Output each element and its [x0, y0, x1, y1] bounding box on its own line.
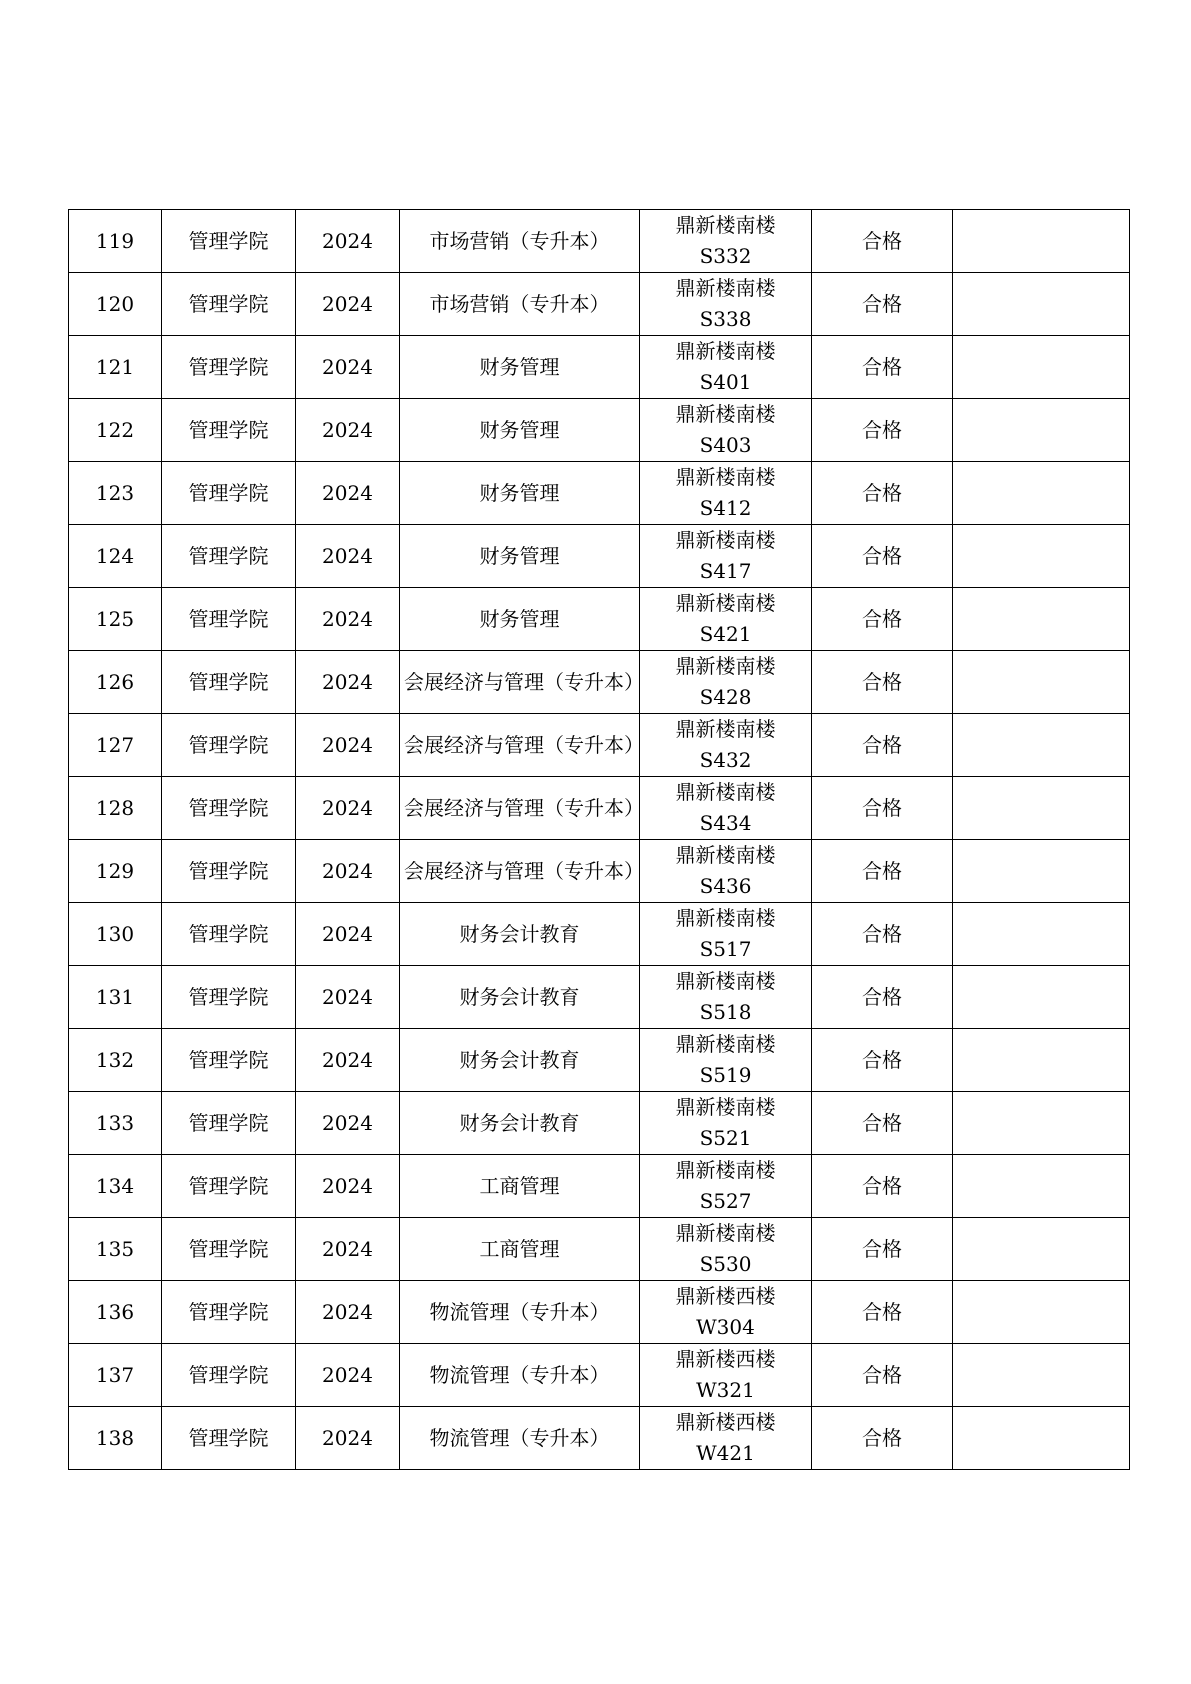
row-number-cell: 137	[69, 1344, 162, 1407]
classroom-cell	[640, 966, 812, 1029]
room-code: S434	[699, 811, 752, 835]
college-cell: 管理学院	[162, 714, 296, 777]
result-cell: 合格	[812, 966, 953, 1029]
major-cell: 工商管理	[400, 1155, 640, 1218]
classroom-cell	[640, 273, 812, 336]
table-row	[69, 1281, 1130, 1344]
result-cell: 合格	[812, 588, 953, 651]
year-cell: 2024	[296, 1092, 400, 1155]
classroom-cell	[640, 336, 812, 399]
row-number-cell: 124	[69, 525, 162, 588]
building-name: 鼎新楼南楼	[675, 465, 776, 489]
room-code: S401	[699, 370, 752, 394]
classroom-cell	[640, 1029, 812, 1092]
row-number-cell: 135	[69, 1218, 162, 1281]
table-row	[69, 336, 1130, 399]
room-code: S436	[699, 874, 752, 898]
note-cell	[953, 336, 1130, 399]
note-cell	[953, 1155, 1130, 1218]
college-cell: 管理学院	[162, 588, 296, 651]
building-name: 鼎新楼西楼	[675, 1410, 776, 1434]
table-row	[69, 273, 1130, 336]
year-cell: 2024	[296, 273, 400, 336]
building-name: 鼎新楼南楼	[675, 1095, 776, 1119]
result-cell: 合格	[812, 1407, 953, 1470]
major-cell: 财务管理	[400, 462, 640, 525]
classroom-cell	[640, 1218, 812, 1281]
result-cell: 合格	[812, 840, 953, 903]
note-cell	[953, 903, 1130, 966]
room-code: W304	[696, 1315, 755, 1339]
college-cell: 管理学院	[162, 840, 296, 903]
note-cell	[953, 1029, 1130, 1092]
room-code: S412	[699, 496, 752, 520]
building-name: 鼎新楼南楼	[675, 402, 776, 426]
building-name: 鼎新楼南楼	[675, 1221, 776, 1245]
room-code: S521	[699, 1126, 752, 1150]
classroom-cell	[640, 462, 812, 525]
classroom-cell	[640, 777, 812, 840]
note-cell	[953, 1092, 1130, 1155]
row-number-cell: 126	[69, 651, 162, 714]
result-cell: 合格	[812, 1281, 953, 1344]
room-code: S519	[699, 1063, 752, 1087]
college-cell: 管理学院	[162, 1281, 296, 1344]
room-code: S517	[699, 937, 752, 961]
major-cell: 物流管理（专升本）	[400, 1344, 640, 1407]
result-cell: 合格	[812, 399, 953, 462]
major-cell: 工商管理	[400, 1218, 640, 1281]
result-cell: 合格	[812, 525, 953, 588]
classroom-cell	[640, 525, 812, 588]
note-cell	[953, 1344, 1130, 1407]
result-cell: 合格	[812, 1092, 953, 1155]
room-code: W321	[696, 1378, 755, 1402]
result-cell: 合格	[812, 210, 953, 273]
classroom-cell	[640, 714, 812, 777]
row-number-cell: 133	[69, 1092, 162, 1155]
result-cell: 合格	[812, 714, 953, 777]
room-code: S428	[699, 685, 752, 709]
table-row	[69, 1407, 1130, 1470]
building-name: 鼎新楼南楼	[675, 339, 776, 363]
result-cell: 合格	[812, 903, 953, 966]
table-row	[69, 777, 1130, 840]
result-cell: 合格	[812, 1155, 953, 1218]
table-row	[69, 903, 1130, 966]
result-cell: 合格	[812, 273, 953, 336]
table-row	[69, 1218, 1130, 1281]
college-cell: 管理学院	[162, 903, 296, 966]
row-number-cell: 136	[69, 1281, 162, 1344]
college-cell: 管理学院	[162, 1344, 296, 1407]
major-cell: 物流管理（专升本）	[400, 1407, 640, 1470]
classroom-cell	[640, 588, 812, 651]
college-cell: 管理学院	[162, 651, 296, 714]
row-number-cell: 121	[69, 336, 162, 399]
college-cell: 管理学院	[162, 966, 296, 1029]
table-row	[69, 840, 1130, 903]
year-cell: 2024	[296, 1218, 400, 1281]
result-cell: 合格	[812, 1029, 953, 1092]
table-row	[69, 1155, 1130, 1218]
table-row	[69, 1092, 1130, 1155]
major-cell: 会展经济与管理（专升本）	[400, 840, 640, 903]
result-cell: 合格	[812, 651, 953, 714]
year-cell: 2024	[296, 1029, 400, 1092]
year-cell: 2024	[296, 714, 400, 777]
row-number-cell: 127	[69, 714, 162, 777]
note-cell	[953, 399, 1130, 462]
year-cell: 2024	[296, 588, 400, 651]
college-cell: 管理学院	[162, 273, 296, 336]
major-cell: 财务会计教育	[400, 1029, 640, 1092]
building-name: 鼎新楼南楼	[675, 1032, 776, 1056]
note-cell	[953, 840, 1130, 903]
result-cell: 合格	[812, 1218, 953, 1281]
building-name: 鼎新楼西楼	[675, 1347, 776, 1371]
room-code: S421	[699, 622, 752, 646]
room-code: S527	[699, 1189, 752, 1213]
room-code: S403	[699, 433, 752, 457]
result-cell: 合格	[812, 462, 953, 525]
building-name: 鼎新楼南楼	[675, 906, 776, 930]
major-cell: 财务会计教育	[400, 966, 640, 1029]
major-cell: 财务管理	[400, 336, 640, 399]
note-cell	[953, 1218, 1130, 1281]
note-cell	[953, 651, 1130, 714]
year-cell: 2024	[296, 525, 400, 588]
building-name: 鼎新楼南楼	[675, 780, 776, 804]
year-cell: 2024	[296, 966, 400, 1029]
row-number-cell: 131	[69, 966, 162, 1029]
row-number-cell: 134	[69, 1155, 162, 1218]
building-name: 鼎新楼南楼	[675, 717, 776, 741]
room-code: S530	[699, 1252, 752, 1276]
inspection-results-table	[68, 209, 1130, 1470]
note-cell	[953, 588, 1130, 651]
college-cell: 管理学院	[162, 1407, 296, 1470]
note-cell	[953, 525, 1130, 588]
classroom-cell	[640, 1407, 812, 1470]
row-number-cell: 129	[69, 840, 162, 903]
classroom-cell	[640, 1155, 812, 1218]
year-cell: 2024	[296, 903, 400, 966]
row-number-cell: 119	[69, 210, 162, 273]
year-cell: 2024	[296, 1281, 400, 1344]
year-cell: 2024	[296, 1344, 400, 1407]
classroom-cell	[640, 903, 812, 966]
building-name: 鼎新楼南楼	[675, 969, 776, 993]
building-name: 鼎新楼南楼	[675, 591, 776, 615]
major-cell: 市场营销（专升本）	[400, 273, 640, 336]
college-cell: 管理学院	[162, 1029, 296, 1092]
major-cell: 物流管理（专升本）	[400, 1281, 640, 1344]
row-number-cell: 125	[69, 588, 162, 651]
table-row	[69, 966, 1130, 1029]
college-cell: 管理学院	[162, 210, 296, 273]
college-cell: 管理学院	[162, 777, 296, 840]
table-row	[69, 210, 1130, 273]
building-name: 鼎新楼南楼	[675, 528, 776, 552]
major-cell: 财务会计教育	[400, 1092, 640, 1155]
college-cell: 管理学院	[162, 525, 296, 588]
table-row	[69, 651, 1130, 714]
year-cell: 2024	[296, 336, 400, 399]
major-cell: 财务会计教育	[400, 903, 640, 966]
note-cell	[953, 1281, 1130, 1344]
college-cell: 管理学院	[162, 1092, 296, 1155]
row-number-cell: 128	[69, 777, 162, 840]
row-number-cell: 123	[69, 462, 162, 525]
classroom-cell	[640, 399, 812, 462]
major-cell: 会展经济与管理（专升本）	[400, 714, 640, 777]
classroom-cell	[640, 1344, 812, 1407]
building-name: 鼎新楼西楼	[675, 1284, 776, 1308]
note-cell	[953, 966, 1130, 1029]
result-cell: 合格	[812, 1344, 953, 1407]
note-cell	[953, 777, 1130, 840]
building-name: 鼎新楼南楼	[675, 1158, 776, 1182]
major-cell: 财务管理	[400, 399, 640, 462]
table-row	[69, 462, 1130, 525]
classroom-cell	[640, 210, 812, 273]
table-row	[69, 714, 1130, 777]
classroom-cell	[640, 840, 812, 903]
major-cell: 会展经济与管理（专升本）	[400, 651, 640, 714]
note-cell	[953, 1407, 1130, 1470]
classroom-cell	[640, 1281, 812, 1344]
note-cell	[953, 714, 1130, 777]
table-row	[69, 588, 1130, 651]
table-row	[69, 1029, 1130, 1092]
year-cell: 2024	[296, 651, 400, 714]
room-code: S332	[699, 244, 752, 268]
result-cell: 合格	[812, 336, 953, 399]
room-code: S432	[699, 748, 752, 772]
row-number-cell: 130	[69, 903, 162, 966]
major-cell: 会展经济与管理（专升本）	[400, 777, 640, 840]
year-cell: 2024	[296, 840, 400, 903]
year-cell: 2024	[296, 462, 400, 525]
building-name: 鼎新楼南楼	[675, 654, 776, 678]
table-row	[69, 525, 1130, 588]
building-name: 鼎新楼南楼	[675, 276, 776, 300]
row-number-cell: 132	[69, 1029, 162, 1092]
row-number-cell: 122	[69, 399, 162, 462]
year-cell: 2024	[296, 1155, 400, 1218]
college-cell: 管理学院	[162, 1218, 296, 1281]
college-cell: 管理学院	[162, 336, 296, 399]
classroom-cell	[640, 1092, 812, 1155]
result-cell: 合格	[812, 777, 953, 840]
year-cell: 2024	[296, 777, 400, 840]
table-row	[69, 1344, 1130, 1407]
room-code: S518	[699, 1000, 752, 1024]
major-cell: 财务管理	[400, 588, 640, 651]
college-cell: 管理学院	[162, 399, 296, 462]
note-cell	[953, 462, 1130, 525]
major-cell: 市场营销（专升本）	[400, 210, 640, 273]
building-name: 鼎新楼南楼	[675, 843, 776, 867]
college-cell: 管理学院	[162, 1155, 296, 1218]
table-body	[69, 210, 1130, 1470]
year-cell: 2024	[296, 1407, 400, 1470]
note-cell	[953, 273, 1130, 336]
table-row	[69, 399, 1130, 462]
row-number-cell: 120	[69, 273, 162, 336]
year-cell: 2024	[296, 210, 400, 273]
room-code: W421	[696, 1441, 755, 1465]
year-cell: 2024	[296, 399, 400, 462]
college-cell: 管理学院	[162, 462, 296, 525]
classroom-cell	[640, 651, 812, 714]
room-code: S338	[699, 307, 752, 331]
building-name: 鼎新楼南楼	[675, 213, 776, 237]
room-code: S417	[699, 559, 752, 583]
note-cell	[953, 210, 1130, 273]
major-cell: 财务管理	[400, 525, 640, 588]
row-number-cell: 138	[69, 1407, 162, 1470]
